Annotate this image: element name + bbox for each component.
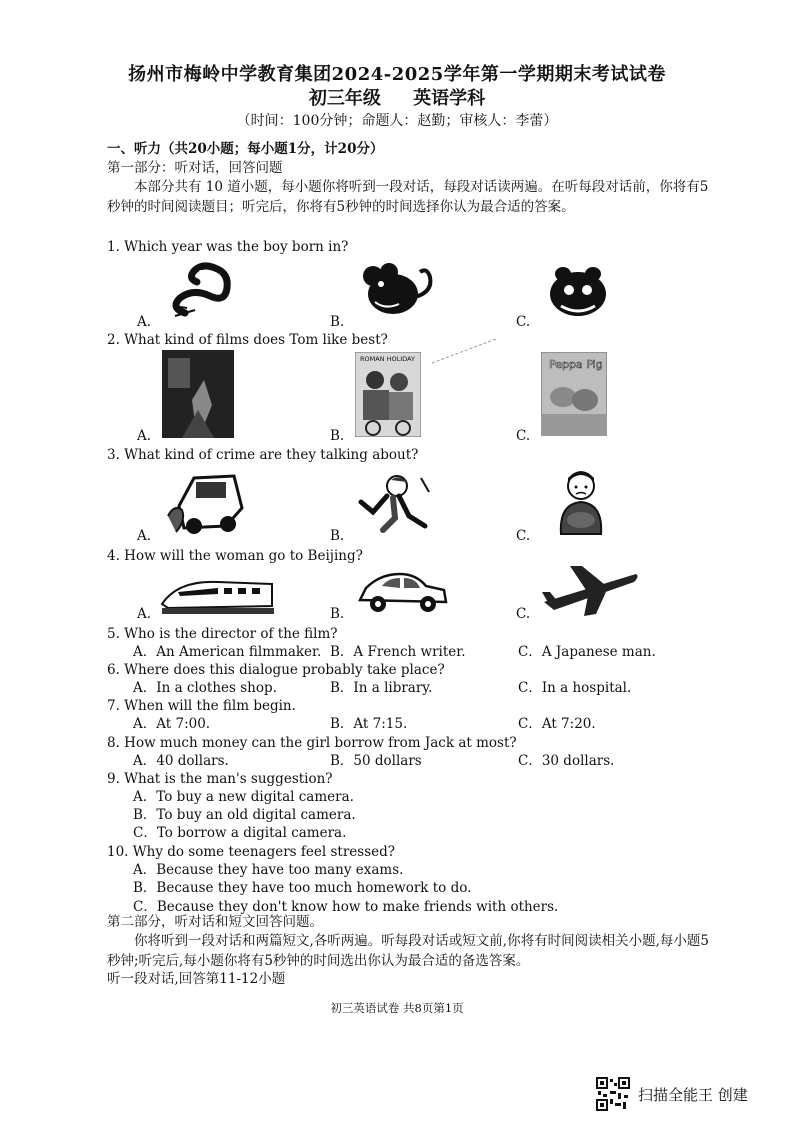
- section-heading: 一、听力（共20小题；每小题1分，计20分）: [107, 141, 384, 157]
- question-4-label-c[interactable]: C.: [516, 606, 531, 622]
- part1-intro: 本部分共有 10 道小题，每小题你将听到一段对话，每段对话读两遍。在听每段对话前，你将有5秒钟的时间阅读题目；听完后，你将有5秒钟的时间选择你认为最合适的答案。: [107, 179, 709, 215]
- question-6-stem: 6. Where does this dialogue probably take place?: [107, 662, 445, 678]
- exam-title: 扬州市梅岭中学教育集团2024-2025学年第一学期期末考试试卷: [128, 64, 666, 85]
- question-10-stem: 10. Why do some teenagers feel stressed?: [107, 844, 396, 860]
- question-7-option-a[interactable]: A．At 7:00.: [133, 716, 211, 732]
- romance-film-poster: [355, 352, 421, 437]
- question-3-stem: 3. What kind of crime are they talking about?: [107, 447, 419, 463]
- page-footer: 初三英语试卷 共8页第1页: [330, 1001, 464, 1015]
- mouse-icon: [355, 262, 440, 322]
- question-5-option-a[interactable]: A．An American filmmaker.: [133, 644, 322, 660]
- question-7-option-b[interactable]: B．At 7:15.: [330, 716, 408, 732]
- question-8-option-c[interactable]: C．30 dollars.: [518, 753, 615, 769]
- question-5-option-b[interactable]: B．A French writer.: [330, 644, 466, 660]
- poster-c-title: Peppa Pig: [549, 358, 603, 371]
- question-6-option-a[interactable]: A．In a clothes shop.: [133, 680, 277, 696]
- sad-boy-icon: [553, 468, 609, 536]
- train-icon: [158, 574, 276, 616]
- question-2-label-c[interactable]: C.: [516, 428, 531, 444]
- question-6-option-c[interactable]: C．In a hospital.: [518, 680, 632, 696]
- action-film-poster: [162, 350, 234, 438]
- question-7-stem: 7. When will the film begin.: [107, 698, 296, 714]
- part2-instruction: 听一段对话,回答第11-12小题: [107, 971, 286, 987]
- question-4-label-b[interactable]: B.: [330, 606, 345, 622]
- part2-intro: 你将听到一段对话和两篇短文,各听两遍。听每段对话或短文前,你将有时间阅读相关小题,每小题5秒钟;听完后,每小题你将有5秒钟的时间选出你认为最合适的备选答案。: [107, 933, 709, 969]
- question-10-option-a[interactable]: A．Because they have too many exams.: [133, 862, 404, 878]
- question-9-stem: 9. What is the man's suggestion?: [107, 771, 333, 787]
- question-9-option-a[interactable]: A．To buy a new digital camera.: [133, 789, 354, 805]
- pen-mark-icon: [430, 335, 500, 365]
- question-10-option-b[interactable]: B．Because they have too much homework to do.: [133, 880, 472, 896]
- question-10-option-c[interactable]: C．Because they don't know how to make friends with others.: [133, 899, 559, 915]
- question-5-stem: 5. Who is the director of the film?: [107, 626, 338, 642]
- pig-icon: [543, 262, 613, 322]
- snake-icon: [165, 258, 250, 320]
- question-3-label-a[interactable]: A.: [137, 528, 152, 544]
- car-icon: [356, 568, 448, 614]
- scanner-brand: 扫描全能王 创建: [638, 1086, 748, 1104]
- question-9-option-b[interactable]: B．To buy an old digital camera.: [133, 807, 356, 823]
- plane-icon: [540, 562, 640, 618]
- question-1-label-b[interactable]: B.: [330, 314, 345, 330]
- question-3-label-c[interactable]: C.: [516, 528, 531, 544]
- exam-meta: （时间：100分钟；命题人：赵勤；审核人：李蕾）: [236, 113, 558, 129]
- fall-icon: [355, 472, 435, 534]
- question-2-label-a[interactable]: A.: [137, 428, 152, 444]
- question-8-stem: 8. How much money can the girl borrow from Jack at most?: [107, 735, 517, 751]
- part1-heading: 第一部分：听对话，回答问题: [107, 160, 283, 176]
- question-1-label-c[interactable]: C.: [516, 314, 531, 330]
- question-4-stem: 4. How will the woman go to Beijing?: [107, 548, 363, 564]
- question-6-option-b[interactable]: B．In a library.: [330, 680, 433, 696]
- question-2-label-b[interactable]: B.: [330, 428, 345, 444]
- question-7-option-c[interactable]: C．At 7:20.: [518, 716, 596, 732]
- question-3-label-b[interactable]: B.: [330, 528, 345, 544]
- poster-b-title: ROMAN HOLIDAY: [360, 355, 415, 363]
- question-4-label-a[interactable]: A.: [137, 606, 152, 622]
- qr-code-icon: [596, 1077, 630, 1111]
- question-1-label-a[interactable]: A.: [137, 314, 152, 330]
- question-8-option-a[interactable]: A．40 dollars.: [133, 753, 229, 769]
- part2-heading: 第二部分，听对话和短文回答问题。: [107, 914, 323, 930]
- cartoon-film-poster: [541, 352, 607, 436]
- car-accident-icon: [164, 466, 244, 538]
- question-8-option-b[interactable]: B．50 dollars: [330, 753, 422, 769]
- question-1-stem: 1. Which year was the boy born in?: [107, 239, 349, 255]
- question-9-option-c[interactable]: C．To borrow a digital camera.: [133, 825, 347, 841]
- exam-subtitle: 初三年级 英语学科: [308, 88, 486, 109]
- question-2-stem: 2. What kind of films does Tom like best?: [107, 332, 388, 348]
- question-5-option-c[interactable]: C．A Japanese man.: [518, 644, 656, 660]
